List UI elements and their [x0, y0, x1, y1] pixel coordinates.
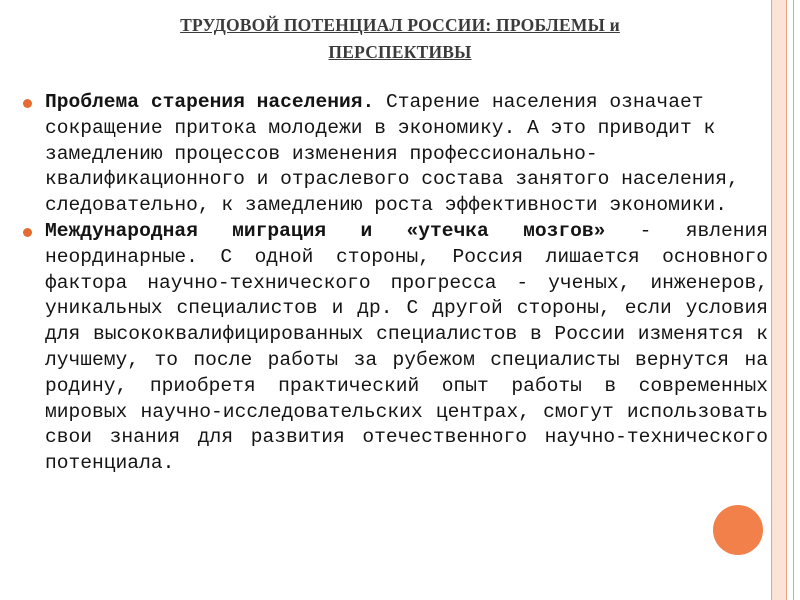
decorative-side-band [771, 0, 787, 600]
bullet-heading: Международная миграция и «утечка мозгов» [45, 219, 606, 242]
decorative-circle-icon [713, 505, 763, 555]
bullet-dot-icon [23, 228, 32, 237]
title-line-1: ТРУДОВОЙ ПОТЕНЦИАЛ РОССИИ: ПРОБЛЕМЫ и [180, 15, 620, 35]
slide-content [20, 90, 768, 477]
bullet-heading: Проблема старения населения. [45, 91, 375, 113]
title-line-2: ПЕРСПЕКТИВЫ [328, 42, 472, 62]
slide-title [70, 12, 730, 66]
bullet-text: - явления неординарные. С одной стороны, Россия лишается основного фактора научно-технического прогресса - ученых, инженеров, уникальных специалистов и др. С другой стороны, если условия для высококвалифицированных специалистов в России изменятся к лучшему, то после работы за рубежом специалисты вернутся на родину, приобретя практический опыт работы в современных мировых научно-исследовательских центрах, смогут использовать свои знания для развития отечественного научно-технического потенциала. [45, 219, 768, 475]
bullet-dot-icon [23, 99, 32, 108]
bullet-text: Старение населения означает сокращение притока молодежи в экономику. А это приводит к замедлению процессов изменения профессионально-квалификационного и отраслевого состава занятого населения, следовательно, к замедлению роста эффективности экономики. [45, 91, 739, 217]
bullet-item-migration [20, 219, 768, 477]
decorative-band-line [793, 0, 794, 600]
bullet-item-aging [20, 90, 768, 219]
